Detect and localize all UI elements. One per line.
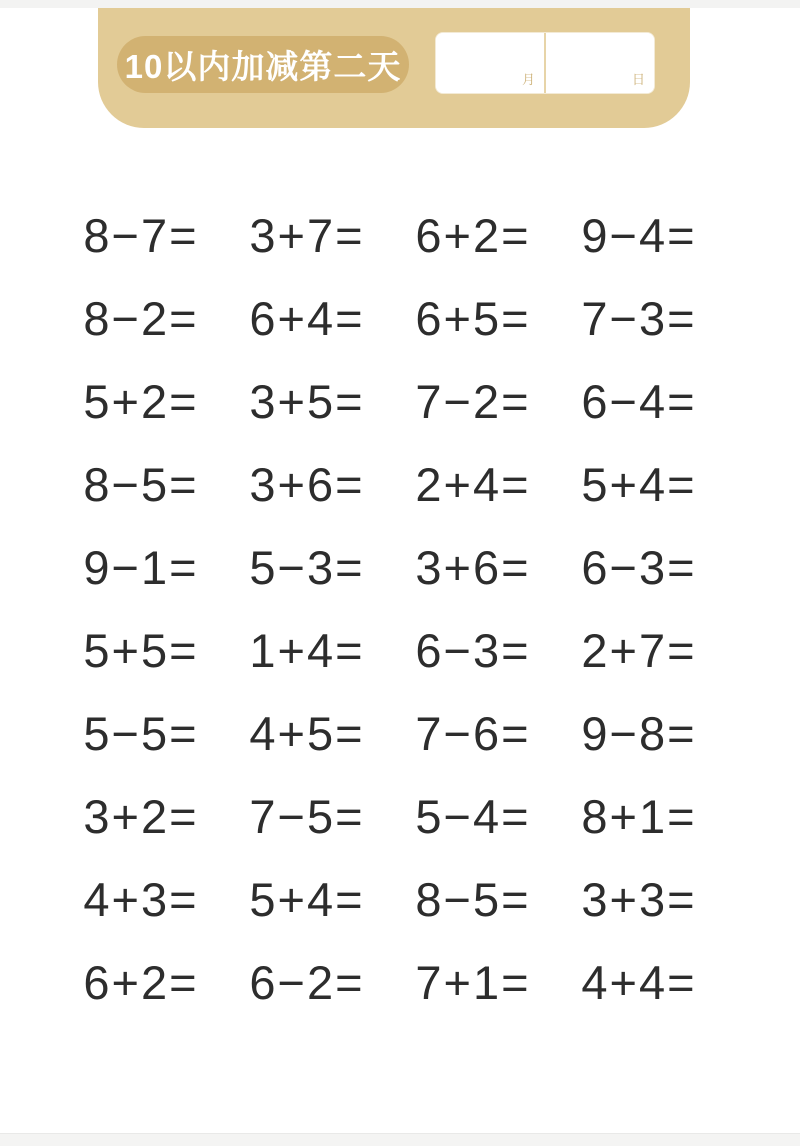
problem-cell: 3+3= — [581, 873, 697, 926]
problem-cell: 6−3= — [581, 541, 697, 594]
date-box-group — [436, 33, 654, 93]
problem-cell: 3+7= — [249, 209, 365, 262]
problem-cell: 6+2= — [83, 956, 199, 1009]
page-title: 10以内加减第二天 — [124, 48, 402, 85]
problem-cell: 6+2= — [415, 209, 531, 262]
problem-cell: 8−7= — [83, 209, 199, 262]
problem-cell: 5+2= — [83, 375, 199, 428]
problem-cell: 4+3= — [83, 873, 199, 926]
problem-cell: 8−2= — [83, 292, 199, 345]
problem-cell: 8+1= — [581, 790, 697, 843]
problem-cell: 7−3= — [581, 292, 697, 345]
day-label: 日 — [631, 72, 645, 87]
problem-cell: 5+4= — [249, 873, 365, 926]
problem-cell: 5+4= — [581, 458, 697, 511]
problem-cell: 9−1= — [83, 541, 199, 594]
problem-cell: 3+2= — [83, 790, 199, 843]
problem-cell: 7−5= — [249, 790, 365, 843]
problem-cell: 2+4= — [415, 458, 531, 511]
problem-cell: 6+5= — [415, 292, 531, 345]
problem-cell: 4+4= — [581, 956, 697, 1009]
problem-cell: 9−4= — [581, 209, 697, 262]
problem-cell: 6+4= — [249, 292, 365, 345]
problem-cell: 6−3= — [415, 624, 531, 677]
month-label: 月 — [521, 72, 535, 87]
problem-cell: 7−6= — [415, 707, 531, 760]
month-input-box[interactable] — [436, 33, 544, 93]
title-badge — [117, 36, 409, 93]
problem-cell: 6−4= — [581, 375, 697, 428]
problem-cell: 8−5= — [83, 458, 199, 511]
problem-cell: 7+1= — [415, 956, 531, 1009]
problem-cell: 4+5= — [249, 707, 365, 760]
problem-cell: 3+6= — [249, 458, 365, 511]
header-banner — [98, 8, 690, 128]
problems-grid — [58, 194, 722, 1024]
top-edge-strip — [0, 0, 800, 8]
problem-cell: 7−2= — [415, 375, 531, 428]
problem-cell: 5+5= — [83, 624, 199, 677]
problem-cell: 3+6= — [415, 541, 531, 594]
problem-cell: 2+7= — [581, 624, 697, 677]
problem-cell: 5−4= — [415, 790, 531, 843]
problem-cell: 5−3= — [249, 541, 365, 594]
problem-cell: 1+4= — [249, 624, 365, 677]
problem-cell: 9−8= — [581, 707, 697, 760]
problem-cell: 5−5= — [83, 707, 199, 760]
bottom-edge-strip — [0, 1133, 800, 1146]
day-input-box[interactable] — [544, 33, 654, 93]
problem-cell: 3+5= — [249, 375, 365, 428]
problem-cell: 6−2= — [249, 956, 365, 1009]
problem-cell: 8−5= — [415, 873, 531, 926]
